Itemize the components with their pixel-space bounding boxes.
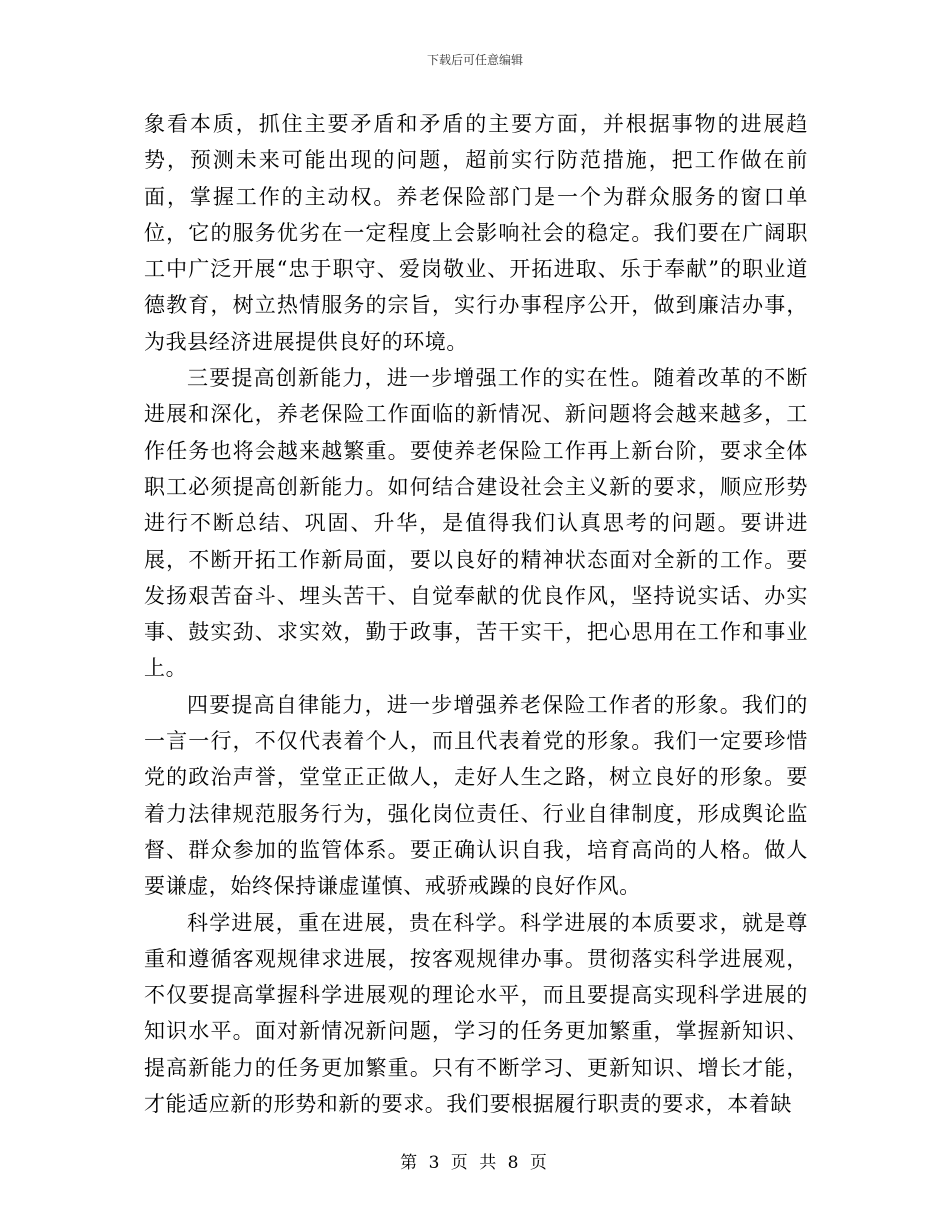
paragraph-4: 科学进展，重在进展，贵在科学。科学进展的本质要求，就是尊重和遵循客观规律求进展，按客观规律办事。贯彻落实科学进展观，不仅要提高掌握科学进展观的理论水平，而且要提高实现科学进展的知识水平。面对新情况新问题，学习的任务更加繁重，掌握新知识、提高新能力的任务更加繁重。只有不断学习、更新知识、增长才能，才能适应新的形势和新的要求。我们要根据履行职责的要求，本着缺 (144, 910, 808, 1117)
paragraph-2: 三要提高创新能力，进一步增强工作的实在性。随着改革的不断进展和深化，养老保险工作面临的新情况、新问题将会越来越多，工作任务也将会越来越繁重。要使养老保险工作再上新台阶，要求全体职工必须提高创新能力。如何结合建设社会主义新的要求，顺应形势进行不断总结、巩固、升华，是值得我们认真思考的问题。要讲进展，不断开拓工作新局面，要以良好的精神状态面对全新的工作。要发扬艰苦奋斗、埋头苦干、自觉奉献的优良作风，坚持说实话、办实事、鼓实劲、求实效，勤于政事，苦干实干，把心思用在工作和事业上。 (144, 366, 808, 681)
paragraph-1: 象看本质，抓住主要矛盾和矛盾的主要方面，并根据事物的进展趋势，预测未来可能出现的问题，超前实行防范措施，把工作做在前面，掌握工作的主动权。养老保险部门是一个为群众服务的窗口单位，它的服务优劣在一定程度上会影响社会的稳定。我们要在广阔职工中广泛开展“忠于职守、爱岗敬业、开拓进取、乐于奉献”的职业道德教育，树立热情服务的宗旨，实行办事程序公开，做到廉洁办事，为我县经济进展提供良好的环境。 (144, 112, 808, 354)
page-number: 第 3 页 共 8 页 (400, 1153, 550, 1173)
document-body (144, 106, 808, 1122)
paragraph-3: 四要提高自律能力，进一步增强养老保险工作者的形象。我们的一言一行，不仅代表着个人，而且代表着党的形象。我们一定要珍惜党的政治声誉，堂堂正正做人，走好人生之路，树立良好的形象。要着力法律规范服务行为，强化岗位责任、行业自律制度，形成舆论监督、群众参加的监管体系。要正确认识自我，培育高尚的人格。做人要谦虚，始终保持谦虚谨慎、戒骄戒躁的良好作风。 (144, 692, 808, 899)
page-header-note: 下载后可任意编辑 (426, 53, 523, 67)
